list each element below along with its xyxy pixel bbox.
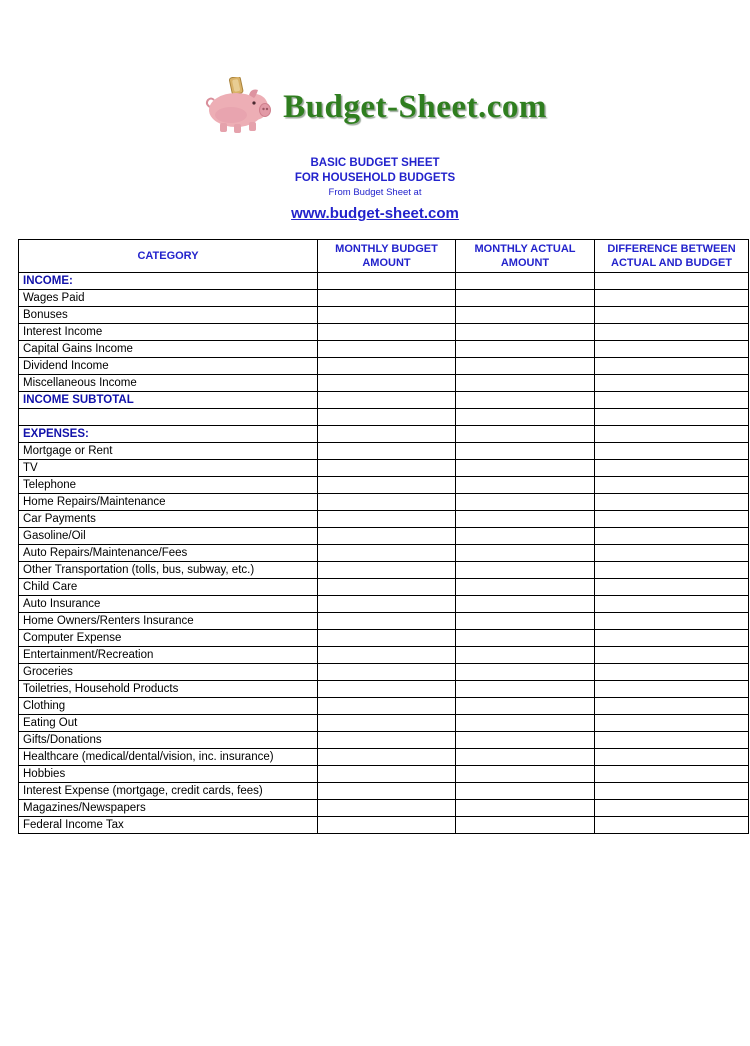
table-row xyxy=(19,494,749,511)
difference-cell xyxy=(595,528,749,545)
budget-amount-cell xyxy=(318,613,456,630)
column-header-category: CATEGORY xyxy=(19,240,318,273)
actual-amount-cell xyxy=(456,477,595,494)
table-row xyxy=(19,324,749,341)
difference-cell xyxy=(595,800,749,817)
actual-amount-cell xyxy=(456,613,595,630)
table-row xyxy=(19,664,749,681)
actual-amount-cell xyxy=(456,307,595,324)
difference-cell xyxy=(595,443,749,460)
category-cell: Interest Income xyxy=(19,324,318,341)
piggy-bank-icon xyxy=(203,77,273,138)
budget-amount-cell xyxy=(318,817,456,834)
table-row xyxy=(19,409,749,426)
table-row xyxy=(19,749,749,766)
table-row xyxy=(19,613,749,630)
budget-amount-cell xyxy=(318,579,456,596)
category-cell: Wages Paid xyxy=(19,290,318,307)
actual-amount-cell xyxy=(456,630,595,647)
brand-text: Budget-Sheet.com xyxy=(283,88,547,125)
column-header-monthly-budget: MONTHLY BUDGET AMOUNT xyxy=(318,240,456,273)
budget-table xyxy=(18,239,749,834)
budget-amount-cell xyxy=(318,800,456,817)
budget-amount-cell xyxy=(318,511,456,528)
budget-amount-cell xyxy=(318,681,456,698)
actual-amount-cell xyxy=(456,273,595,290)
budget-amount-cell xyxy=(318,596,456,613)
category-cell: Toiletries, Household Products xyxy=(19,681,318,698)
table-row xyxy=(19,817,749,834)
actual-amount-cell xyxy=(456,494,595,511)
difference-cell xyxy=(595,749,749,766)
table-row xyxy=(19,511,749,528)
actual-amount-cell xyxy=(456,596,595,613)
category-cell: Federal Income Tax xyxy=(19,817,318,834)
budget-amount-cell xyxy=(318,324,456,341)
table-row xyxy=(19,273,749,290)
category-cell: Mortgage or Rent xyxy=(19,443,318,460)
budget-amount-cell xyxy=(318,783,456,800)
difference-cell xyxy=(595,511,749,528)
difference-cell xyxy=(595,494,749,511)
category-cell: Healthcare (medical/dental/vision, inc. insurance) xyxy=(19,749,318,766)
website-link[interactable]: www.budget-sheet.com xyxy=(291,205,459,222)
category-cell: Computer Expense xyxy=(19,630,318,647)
budget-amount-cell xyxy=(318,273,456,290)
difference-cell xyxy=(595,647,749,664)
table-row xyxy=(19,528,749,545)
column-header-difference: DIFFERENCE BETWEEN ACTUAL AND BUDGET xyxy=(595,240,749,273)
actual-amount-cell xyxy=(456,409,595,426)
actual-amount-cell xyxy=(456,324,595,341)
category-cell: Car Payments xyxy=(19,511,318,528)
difference-cell xyxy=(595,545,749,562)
actual-amount-cell xyxy=(456,647,595,664)
budget-amount-cell xyxy=(318,545,456,562)
difference-cell xyxy=(595,290,749,307)
category-cell: Hobbies xyxy=(19,766,318,783)
difference-cell xyxy=(595,664,749,681)
actual-amount-cell xyxy=(456,800,595,817)
category-cell: Eating Out xyxy=(19,715,318,732)
budget-amount-cell xyxy=(318,732,456,749)
table-row xyxy=(19,358,749,375)
table-row xyxy=(19,375,749,392)
actual-amount-cell xyxy=(456,528,595,545)
category-cell: Telephone xyxy=(19,477,318,494)
actual-amount-cell xyxy=(456,681,595,698)
budget-amount-cell xyxy=(318,664,456,681)
title-line-2: FOR HOUSEHOLD BUDGETS xyxy=(294,172,456,184)
table-row xyxy=(19,579,749,596)
actual-amount-cell xyxy=(456,426,595,443)
category-cell: Other Transportation (tolls, bus, subway, etc.) xyxy=(19,562,318,579)
table-row xyxy=(19,562,749,579)
budget-amount-cell xyxy=(318,290,456,307)
category-cell: Home Repairs/Maintenance xyxy=(19,494,318,511)
table-row xyxy=(19,698,749,715)
difference-cell xyxy=(595,630,749,647)
category-cell xyxy=(19,409,318,426)
difference-cell xyxy=(595,392,749,409)
category-cell: Auto Insurance xyxy=(19,596,318,613)
table-row xyxy=(19,596,749,613)
difference-cell xyxy=(595,698,749,715)
table-row xyxy=(19,732,749,749)
actual-amount-cell xyxy=(456,358,595,375)
category-cell: INCOME SUBTOTAL xyxy=(19,392,318,409)
budget-amount-cell xyxy=(318,443,456,460)
category-cell: Bonuses xyxy=(19,307,318,324)
table-row xyxy=(19,647,749,664)
budget-amount-cell xyxy=(318,630,456,647)
budget-amount-cell xyxy=(318,698,456,715)
difference-cell xyxy=(595,579,749,596)
category-cell: Child Care xyxy=(19,579,318,596)
table-row xyxy=(19,426,749,443)
category-cell: Gifts/Donations xyxy=(19,732,318,749)
budget-amount-cell xyxy=(318,562,456,579)
actual-amount-cell xyxy=(456,698,595,715)
budget-amount-cell xyxy=(318,426,456,443)
table-row xyxy=(19,800,749,817)
difference-cell xyxy=(595,375,749,392)
difference-cell xyxy=(595,766,749,783)
actual-amount-cell xyxy=(456,783,595,800)
difference-cell xyxy=(595,783,749,800)
actual-amount-cell xyxy=(456,290,595,307)
difference-cell xyxy=(595,358,749,375)
actual-amount-cell xyxy=(456,511,595,528)
logo xyxy=(0,76,750,138)
actual-amount-cell xyxy=(456,375,595,392)
category-cell: EXPENSES: xyxy=(19,426,318,443)
budget-amount-cell xyxy=(318,715,456,732)
actual-amount-cell xyxy=(456,545,595,562)
budget-amount-cell xyxy=(318,341,456,358)
category-cell: Dividend Income xyxy=(19,358,318,375)
difference-cell xyxy=(595,307,749,324)
actual-amount-cell xyxy=(456,664,595,681)
difference-cell xyxy=(595,613,749,630)
category-cell: Auto Repairs/Maintenance/Fees xyxy=(19,545,318,562)
actual-amount-cell xyxy=(456,817,595,834)
budget-amount-cell xyxy=(318,392,456,409)
actual-amount-cell xyxy=(456,715,595,732)
category-cell: Home Owners/Renters Insurance xyxy=(19,613,318,630)
difference-cell xyxy=(595,681,749,698)
difference-cell xyxy=(595,715,749,732)
difference-cell xyxy=(595,426,749,443)
actual-amount-cell xyxy=(456,579,595,596)
actual-amount-cell xyxy=(456,749,595,766)
budget-amount-cell xyxy=(318,647,456,664)
actual-amount-cell xyxy=(456,562,595,579)
difference-cell xyxy=(595,817,749,834)
category-cell: Capital Gains Income xyxy=(19,341,318,358)
difference-cell xyxy=(595,273,749,290)
difference-cell xyxy=(595,341,749,358)
difference-cell xyxy=(595,409,749,426)
budget-amount-cell xyxy=(318,375,456,392)
actual-amount-cell xyxy=(456,766,595,783)
title-line-1: BASIC BUDGET SHEET xyxy=(310,157,440,169)
budget-amount-cell xyxy=(318,358,456,375)
table-row xyxy=(19,545,749,562)
actual-amount-cell xyxy=(456,732,595,749)
difference-cell xyxy=(595,732,749,749)
table-row xyxy=(19,307,749,324)
table-row xyxy=(19,630,749,647)
actual-amount-cell xyxy=(456,341,595,358)
table-row xyxy=(19,392,749,409)
budget-amount-cell xyxy=(318,409,456,426)
category-cell: Magazines/Newspapers xyxy=(19,800,318,817)
difference-cell xyxy=(595,324,749,341)
category-cell: TV xyxy=(19,460,318,477)
category-cell: Groceries xyxy=(19,664,318,681)
table-row xyxy=(19,477,749,494)
table-row xyxy=(19,460,749,477)
difference-cell xyxy=(595,562,749,579)
actual-amount-cell xyxy=(456,443,595,460)
category-cell: Gasoline/Oil xyxy=(19,528,318,545)
table-row xyxy=(19,783,749,800)
difference-cell xyxy=(595,460,749,477)
table-row xyxy=(19,681,749,698)
page-headings xyxy=(0,156,750,223)
category-cell: INCOME: xyxy=(19,273,318,290)
subtitle: From Budget Sheet at xyxy=(328,187,422,198)
category-cell: Miscellaneous Income xyxy=(19,375,318,392)
budget-amount-cell xyxy=(318,749,456,766)
budget-amount-cell xyxy=(318,460,456,477)
actual-amount-cell xyxy=(456,392,595,409)
budget-amount-cell xyxy=(318,494,456,511)
table-row xyxy=(19,290,749,307)
category-cell: Clothing xyxy=(19,698,318,715)
table-row xyxy=(19,766,749,783)
table-row xyxy=(19,715,749,732)
column-header-monthly-actual: MONTHLY ACTUAL AMOUNT xyxy=(456,240,595,273)
category-cell: Entertainment/Recreation xyxy=(19,647,318,664)
difference-cell xyxy=(595,596,749,613)
budget-amount-cell xyxy=(318,528,456,545)
table-header-row xyxy=(19,240,749,273)
budget-amount-cell xyxy=(318,307,456,324)
budget-amount-cell xyxy=(318,477,456,494)
actual-amount-cell xyxy=(456,460,595,477)
table-row xyxy=(19,443,749,460)
difference-cell xyxy=(595,477,749,494)
table-row xyxy=(19,341,749,358)
budget-amount-cell xyxy=(318,766,456,783)
category-cell: Interest Expense (mortgage, credit cards, fees) xyxy=(19,783,318,800)
